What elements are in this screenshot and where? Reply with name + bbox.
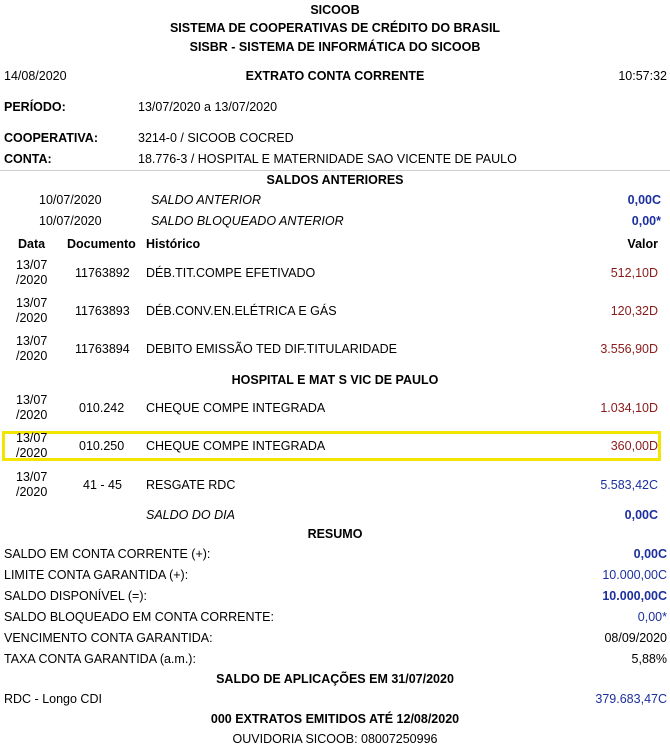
conta-label: CONTA: xyxy=(4,152,52,166)
table-row-valor: 512,10D xyxy=(610,266,658,280)
resumo-value: 5,88% xyxy=(631,652,667,666)
date-line2: /2020 xyxy=(16,349,48,363)
resumo-value: 0,00* xyxy=(637,610,667,624)
periodo-label: PERÍODO: xyxy=(4,100,66,114)
resumo-value: 08/09/2020 xyxy=(604,631,667,645)
header-sicoob: SICOOB xyxy=(310,3,360,17)
table-row-date xyxy=(16,393,47,423)
date-line2: /2020 xyxy=(16,408,48,422)
table-row-valor: 120,32D xyxy=(610,304,658,318)
header-sisbr: SISBR - SISTEMA DE INFORMÁTICA DO SICOOB xyxy=(189,40,481,54)
col-header-documento: Documento xyxy=(67,237,136,251)
saldo-anterior-value: 0,00C xyxy=(627,193,661,207)
saldo-bloqueado-anterior-date: 10/07/2020 xyxy=(39,214,102,228)
date-line2: /2020 xyxy=(16,446,48,460)
date-line1: 13/07 xyxy=(16,296,48,310)
extratos-emitidos: 000 EXTRATOS EMITIDOS ATÉ 12/08/2020 xyxy=(210,712,460,726)
group-title: HOSPITAL E MAT S VIC DE PAULO xyxy=(231,373,439,387)
date-line1: 13/07 xyxy=(16,258,48,272)
table-row-valor: 360,00D xyxy=(610,439,658,453)
resumo-value: 10.000,00C xyxy=(602,589,667,603)
table-row-valor: 3.556,90D xyxy=(600,342,658,356)
table-row-hist: DEBITO EMISSÃO TED DIF.TITULARIDADE xyxy=(146,342,397,356)
date-line2: /2020 xyxy=(16,485,48,499)
cooperativa-value: 3214-0 / SICOOB COCRED xyxy=(138,131,294,145)
table-row-doc: 11763893 xyxy=(75,304,130,318)
divider xyxy=(0,170,670,171)
table-row-valor: 5.583,42C xyxy=(600,478,658,492)
saldo-anterior-desc: SALDO ANTERIOR xyxy=(151,193,261,207)
table-row-hist: DÉB.CONV.EN.ELÉTRICA E GÁS xyxy=(146,304,337,318)
report-title: EXTRATO CONTA CORRENTE xyxy=(245,69,425,83)
periodo-value: 13/07/2020 a 13/07/2020 xyxy=(138,100,278,114)
aplicacoes-value: 379.683,47C xyxy=(595,692,667,706)
ouvidoria: OUVIDORIA SICOOB: 08007250996 xyxy=(232,732,438,746)
saldo-bloqueado-anterior-desc: SALDO BLOQUEADO ANTERIOR xyxy=(151,214,344,228)
table-row-doc: 41 - 45 xyxy=(83,478,122,492)
table-row-date xyxy=(16,334,47,364)
date-line1: 13/07 xyxy=(16,393,48,407)
header-sistema: SISTEMA DE COOPERATIVAS DE CRÉDITO DO BRASIL xyxy=(169,21,501,35)
date-line1: 13/07 xyxy=(16,431,48,445)
resumo-value: 0,00C xyxy=(633,547,667,561)
resumo-label: SALDO EM CONTA CORRENTE (+): xyxy=(4,547,211,561)
col-header-valor: Valor xyxy=(627,237,658,251)
table-row-hist: RESGATE RDC xyxy=(146,478,236,492)
saldo-bloqueado-anterior-value: 0,00* xyxy=(631,214,661,228)
saldos-anteriores-title: SALDOS ANTERIORES xyxy=(266,173,404,187)
resumo-value: 10.000,00C xyxy=(602,568,667,582)
col-header-data: Data xyxy=(18,237,46,251)
resumo-label: LIMITE CONTA GARANTIDA (+): xyxy=(4,568,189,582)
report-time: 10:57:32 xyxy=(618,69,667,83)
table-row-valor: 1.034,10D xyxy=(600,401,658,415)
table-row-hist: CHEQUE COMPE INTEGRADA xyxy=(146,401,326,415)
saldo-dia-value: 0,00C xyxy=(624,508,658,522)
table-row-doc: 010.250 xyxy=(79,439,125,453)
saldo-anterior-date: 10/07/2020 xyxy=(39,193,102,207)
table-row-date xyxy=(16,470,47,500)
saldo-dia-label: SALDO DO DIA xyxy=(146,508,235,522)
date-line1: 13/07 xyxy=(16,334,48,348)
date-line2: /2020 xyxy=(16,311,48,325)
date-line2: /2020 xyxy=(16,273,48,287)
resumo-label: SALDO DISPONÍVEL (=): xyxy=(4,589,147,603)
table-row-doc: 010.242 xyxy=(79,401,125,415)
resumo-title: RESUMO xyxy=(307,527,363,541)
col-header-historico: Histórico xyxy=(146,237,201,251)
table-row-hist: CHEQUE COMPE INTEGRADA xyxy=(146,439,326,453)
table-row-hist: DÉB.TIT.COMPE EFETIVADO xyxy=(146,266,316,280)
table-row-date xyxy=(16,296,47,326)
report-date: 14/08/2020 xyxy=(4,69,67,83)
conta-value: 18.776-3 / HOSPITAL E MATERNIDADE SAO VICENTE DE PAULO xyxy=(138,152,517,166)
resumo-label: VENCIMENTO CONTA GARANTIDA: xyxy=(4,631,213,645)
aplicacoes-label: RDC - Longo CDI xyxy=(4,692,102,706)
table-row-doc: 11763894 xyxy=(75,342,130,356)
table-row-doc: 11763892 xyxy=(75,266,130,280)
resumo-label: SALDO BLOQUEADO EM CONTA CORRENTE: xyxy=(4,610,274,624)
aplicacoes-title: SALDO DE APLICAÇÕES EM 31/07/2020 xyxy=(216,672,454,686)
table-row-date xyxy=(16,431,47,461)
table-row-date xyxy=(16,258,47,288)
cooperativa-label: COOPERATIVA: xyxy=(4,131,98,145)
resumo-label: TAXA CONTA GARANTIDA (a.m.): xyxy=(4,652,196,666)
date-line1: 13/07 xyxy=(16,470,48,484)
